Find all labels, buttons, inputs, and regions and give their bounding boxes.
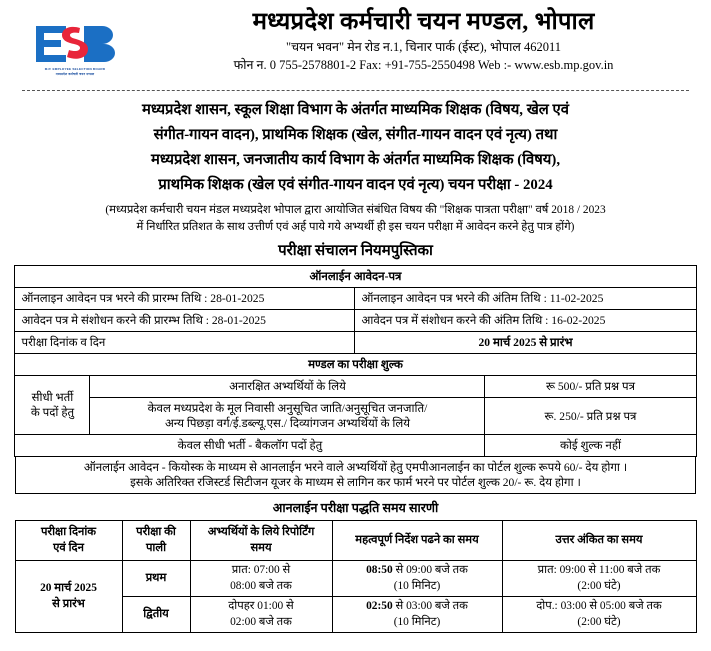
exam-title-line-2: संगीत-गायन वादन), प्राथमिक शिक्षक (खेल, संगीत-गायन वादन एवं नृत्य) तथा <box>153 127 558 143</box>
exam-fee-table <box>14 353 696 457</box>
schedule-header-instructions: महत्वपूर्ण निर्देश पढने का समय <box>332 521 502 561</box>
table-row <box>15 288 696 310</box>
schedule-instructions-first-rest: से 09:00 बजे तक <box>392 564 468 576</box>
schedule-header-reporting <box>190 521 332 561</box>
schedule-instructions-second <box>332 597 502 633</box>
schedule-exam-date-line-1: 20 मार्च 2025 <box>40 582 97 594</box>
booklet-title: परीक्षा संचालन नियमपुस्तिका <box>278 243 433 259</box>
table-row <box>16 457 696 494</box>
schedule-answer-second-line-1: दोप.: 03:00 से 05:00 बजे तक <box>536 600 662 612</box>
schedule-header-shift <box>122 521 190 561</box>
correction-end-date: आवेदन पत्र में संशोधन करने की अंतिम तिथि : 16-02-2025 <box>355 310 696 332</box>
exam-date-label: परीक्षा दिनांक व दिन <box>15 332 355 354</box>
direct-recruitment-label-line-2: के पदों हेतु <box>30 406 75 419</box>
organization-title: मध्यप्रदेश कर्मचारी चयन मण्डल, भोपाल <box>252 9 595 35</box>
exam-title-line-3: मध्यप्रदेश शासन, जनजातीय कार्य विभाग के अंतर्गत माध्यमिक शिक्षक (विषय), <box>150 152 561 168</box>
fee-category-unreserved: अनारक्षित अभ्यर्थियों के लिये <box>90 376 485 398</box>
table-row <box>15 561 696 597</box>
correction-start-date: आवेदन पत्र मे संशोधन करने की प्रारम्भ तिथि : 28-01-2025 <box>15 310 355 332</box>
kiosk-note-line-2: इसके अतिरिक्त रजिस्टर्ड सिटीजन यूजर के माध्यम से लागिन कर फार्म भरने पर पोर्टल शुल्क 20/- रू. देय होगा । <box>130 476 581 489</box>
schedule-exam-date <box>15 561 122 633</box>
esb-logo-svg <box>32 22 118 66</box>
table-row <box>15 310 696 332</box>
fee-category-reserved-line-1: केवल मध्यप्रदेश के मूल निवासी अनुसूचित जाति/अनुसूचित जनजाति/ <box>147 402 428 415</box>
schedule-answer-first-line-2: (2:00 घंटे) <box>577 579 621 592</box>
schedule-title: आनलाईन परीक्षा पद्धति समय सारणी <box>272 501 439 515</box>
portal-fee-note-table <box>15 456 696 494</box>
schedule-reporting-second-line-2: 02:00 बजे तक <box>230 615 292 628</box>
schedule-instructions-second-line-1 <box>337 599 498 615</box>
online-application-table <box>14 265 696 354</box>
table-row <box>15 354 696 376</box>
schedule-reporting-second-line-1: दोपहर 01:00 से <box>228 600 294 612</box>
table-row <box>15 266 696 288</box>
schedule-reporting-first-line-2: 08:00 बजे तक <box>230 579 292 592</box>
schedule-header-answer: उत्तर अंकित का समय <box>502 521 696 561</box>
schedule-reporting-first-line-1: प्रात: 07:00 से <box>231 564 291 576</box>
logo-subline-hi: मध्यप्रदेश कर्मचारी चयन मण्डल <box>55 72 95 77</box>
exam-title-line-4: प्राथमिक शिक्षक (खेल एवं संगीत-गायन वादन एवं नृत्य) चयन परीक्षा - 2024 <box>158 177 553 193</box>
fee-band-header: मण्डल का परीक्षा शुल्क <box>15 354 696 376</box>
schedule-answer-second-line-2: (2:00 घंटे) <box>577 615 621 628</box>
schedule-header-date-line-2: एवं दिन <box>53 541 84 554</box>
direct-recruitment-label <box>15 376 90 435</box>
exam-note-line-1: (मध्यप्रदेश कर्मचारी चयन मंडल मध्यप्रदेश भोपाल द्वारा आयोजित संबंधित विषय की "शिक्षक पात्रता परीक्षा" वर्ष 2018 / 2023 <box>105 204 606 216</box>
document-header <box>0 0 711 86</box>
schedule-instructions-first-time: 08:50 <box>366 564 393 576</box>
table-row <box>15 376 696 398</box>
schedule-header-shift-line-2: पाली <box>145 541 167 554</box>
logo-container <box>0 8 150 77</box>
schedule-instructions-second-time: 02:50 <box>366 600 393 612</box>
kiosk-note-cell <box>16 457 696 494</box>
application-end-date: ऑनलाइन आवेदन पत्र भरने की अंतिम तिथि : 11-02-2025 <box>355 288 696 310</box>
backlog-label: केवल सीधी भर्ती - बैकलॉग पदों हेतु <box>15 435 485 457</box>
exam-schedule-table <box>15 520 697 633</box>
fee-category-reserved-line-2: अन्य पिछड़ा वर्ग/ई.डब्ल्यू.एस./ दिव्यांगजन अभ्यर्थियों के लिये <box>164 417 411 430</box>
schedule-header-reporting-line-2: समय <box>250 541 272 554</box>
exam-eligibility-note <box>0 202 711 235</box>
schedule-header-reporting-line-1: अभ्यर्थियों के लिये रिपोर्टिंग <box>207 526 315 538</box>
fee-amount-reserved: रू. 250/- प्रति प्रश्न पत्र <box>485 398 696 435</box>
schedule-shift-second: द्वितीय <box>122 597 190 633</box>
schedule-answer-first <box>502 561 696 597</box>
backlog-amount: कोई शुल्क नहीं <box>485 435 696 457</box>
exam-title <box>0 98 711 198</box>
organization-contact: फोन न. 0 755-2578801-2 Fax: +91-755-2550498 Web :- www.esb.mp.gov.in <box>233 58 614 72</box>
schedule-instructions-first-line-1 <box>337 563 498 579</box>
schedule-instructions-second-line-2: (10 मिनिट) <box>393 615 441 628</box>
kiosk-note-line-1: ऑनलाईन आवेदन - कियोस्क के माध्यम से आनलाईन भरने वाले अभ्यर्थियों हेतु एमपीआनलाईन का पोर्टल शुल्क रूपये 60/- देय होगा । <box>83 461 628 474</box>
schedule-instructions-first <box>332 561 502 597</box>
header-divider <box>22 90 689 91</box>
fee-amount-unreserved: रू 500/- प्रति प्रश्न पत्र <box>485 376 696 398</box>
organization-block <box>150 8 711 74</box>
schedule-reporting-second <box>190 597 332 633</box>
schedule-header-date <box>15 521 122 561</box>
esb-logo-icon <box>32 22 118 77</box>
schedule-shift-first: प्रथम <box>122 561 190 597</box>
schedule-instructions-second-rest: से 03:00 बजे तक <box>392 600 468 612</box>
application-start-date: ऑनलाइन आवेदन पत्र भरने की प्रारम्भ तिथि : 28-01-2025 <box>15 288 355 310</box>
schedule-answer-first-line-1: प्रात: 09:00 से 11:00 बजे तक <box>537 564 661 576</box>
table-header-row <box>15 521 696 561</box>
organization-address: "चयन भवन" मेन रोड न.1, चिनार पार्क (ईस्ट), भोपाल 462011 <box>285 40 562 54</box>
schedule-answer-second <box>502 597 696 633</box>
schedule-header-date-line-1: परीक्षा दिनांक <box>40 526 97 538</box>
schedule-header-shift-line-1: परीक्षा की <box>136 526 176 538</box>
schedule-reporting-first <box>190 561 332 597</box>
logo-subline-en: M.P. EMPLOYEE SELECTION BOARD <box>44 67 106 71</box>
table-row <box>15 332 696 354</box>
exam-title-line-1: मध्यप्रदेश शासन, स्कूल शिक्षा विभाग के अंतर्गत माध्यमिक शिक्षक (विषय, खेल एवं <box>142 102 569 118</box>
table-row <box>15 398 696 435</box>
schedule-exam-date-line-2: से प्रारंभ <box>52 597 85 610</box>
application-band-header: ऑनलाईन आवेदन-पत्र <box>15 266 696 288</box>
schedule-instructions-first-line-2: (10 मिनिट) <box>393 579 441 592</box>
direct-recruitment-label-line-1: सीधी भर्ती <box>31 391 74 404</box>
fee-category-reserved <box>90 398 485 435</box>
exam-note-line-2: में निर्धारित प्रतिशत के साथ उत्तीर्ण एवं अर्ह पाये गये अभ्यर्थी ही इस चयन परीक्षा में आवेदन करने हेतु पात्र होंगे) <box>136 220 575 233</box>
exam-date-value: 20 मार्च 2025 से प्रारंभ <box>355 332 696 354</box>
table-row <box>15 435 696 457</box>
